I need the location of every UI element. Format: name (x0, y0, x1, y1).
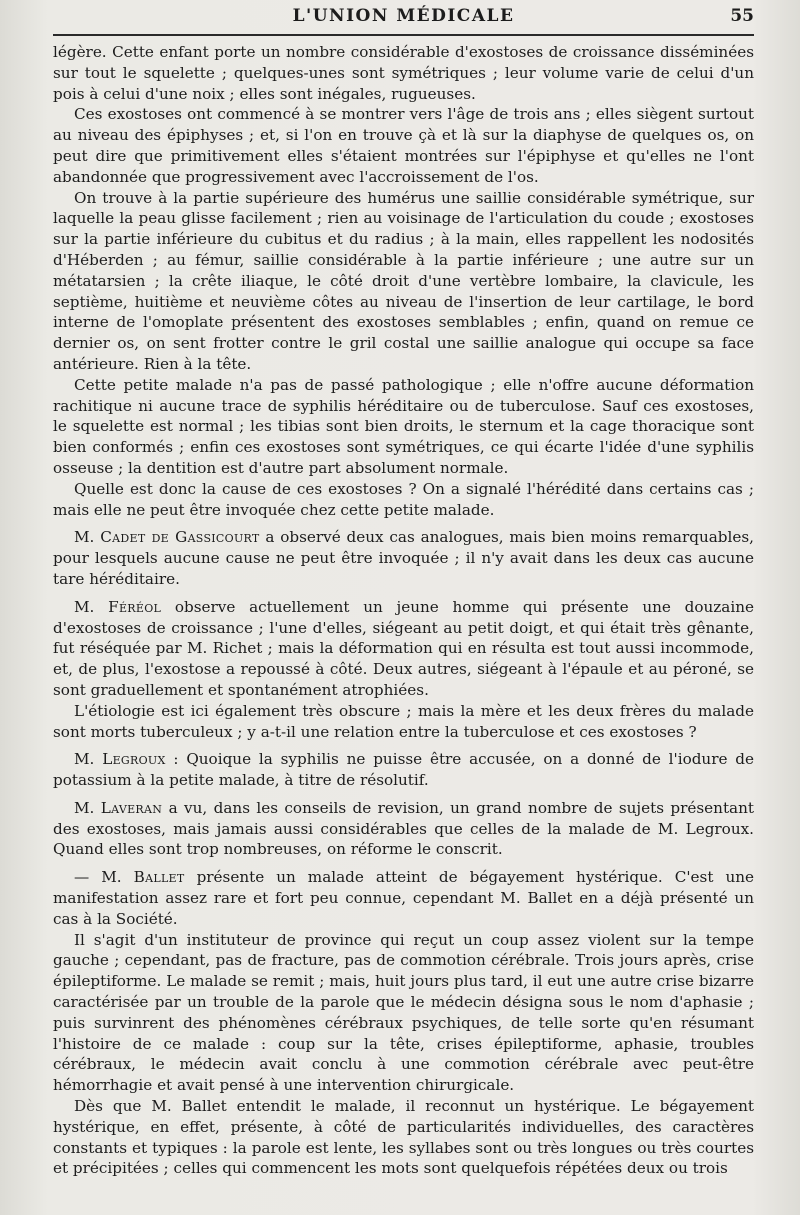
speaker-name: Féréol (108, 597, 162, 616)
page-number: 55 (730, 6, 754, 26)
paragraph-remark (53, 867, 754, 929)
paragraph-remark: M. Cadet de Gassicourt a observé deux cas analogues, mais bien moins remarquables, pour lesquels aucune cause ne peut être invoquée ; il n'y avait dans les deux cas aucune tare héréditaire. (53, 528, 754, 588)
article-body (53, 42, 754, 1179)
paragraph: Ces exostoses ont commencé à se montrer vers l'âge de trois ans ; elles siègent surtout au niveau des épiphyses ; et, si l'on en trouve çà et là sur la diaphyse de quelques os, on peut dire que primitivement elles s'étaient montrées sur l'épiphyse et qu'elles ne l'ont abandonnée que progressivement avec l'accroissement de l'os. (53, 105, 754, 186)
paragraph-remark: M. Legroux : Quoique la syphilis ne puisse être accusée, on a donné de l'iodure de potassium à la petite malade, à titre de résolutif. (53, 750, 754, 790)
paragraph: légère. Cette enfant porte un nombre considérable d'exostoses de croissance disséminées sur tout le squelette ; quelques-unes sont symétriques ; leur volume varie de celui d'un pois à celui d'une noix ; elles sont inégales, rugueuses. (53, 43, 754, 103)
remark-text: présente un malade atteint de bégayement hystérique. C'est une manifestation assez rare et fort peu connue, cependant M. Ballet en a déjà présenté un cas à la Société. (53, 868, 754, 928)
page-header (53, 0, 754, 34)
paragraph: Quelle est donc la cause de ces exostoses ? On a signalé l'hérédité dans certains cas ; mais elle ne peut être invoquée chez cette petite malade. (53, 479, 754, 519)
paragraph-remark: M. Laveran a vu, dans les conseils de revision, un grand nombre de sujets présentant des exostoses, mais jamais aussi considérables que celles de la malade de M. Legroux. Quand elles sont trop nombreuses, on réforme le conscrit. (53, 798, 754, 859)
remark-text: observe actuellement un jeune homme qui présente une douzaine d'exostoses de croissance ; l'une d'elles, siégeant au petit doigt, et qui était très gênante, fut réséquée par M. Richet ; mais la déformation qui en résulta est tout aussi incommode, et, de plus, l'exostose a repoussé à côté. Deux autres, siégeant à l'épaule et au péroné, se sont graduellement et spontanément atrophiées. (53, 597, 754, 699)
speaker-name: Cadet de Gassicourt (100, 528, 260, 547)
paragraph: L'étiologie est ici également très obscure ; mais la mère et les deux frères du malade sont morts tuberculeux ; y a-t-il une relation entre la tuberculose et ces exostoses ? (53, 701, 754, 741)
paragraph: Cette petite malade n'a pas de passé pathologique ; elle n'offre aucune déformation rachitique ni aucune trace de syphilis héréditaire ou de tuberculose. Sauf ces exostoses, le squelette est normal ; les tibias sont bien droits, le sternum et la cage thoracique sont bien conformés ; enfin ces exostoses sont symétriques, ce qui écarte l'idée d'une syphilis osseuse ; la dentition est d'autre part absolument normale. (53, 375, 754, 477)
paragraph: Dès que M. Ballet entendit le malade, il reconnut un hystérique. Le bégayement hystérique, en effet, présente, à côté de particularités individuelles, des caractères constants et typiques : la parole est lente, les syllabes sont ou très longues ou très courtes et précipitées ; celles qui commencent les mots sont quelquefois répétées deux ou trois (53, 1097, 754, 1178)
remark-prefix: — M. (74, 868, 122, 887)
remark-text: a observé deux cas analogues, mais bien moins remarquables, pour lesquels aucune cause ne peut être invoquée ; il n'y avait dans les deux cas aucune tare héréditaire. (53, 528, 754, 588)
running-title: L'UNION MÉDICALE (292, 6, 515, 26)
paragraph: Il s'agit d'un instituteur de province qui reçut un coup assez violent sur la tempe gauche ; cependant, pas de fracture, pas de commotion cérébrale. Trois jours après, crise épileptiforme. Le malade se remit ; mais, huit jours plus tard, il eut une autre crise bizarre caractérisée par un trouble de la parole que le médecin désigna sous le nom d'aphasie ; puis survinrent des phénomènes cérébraux psychiques, de telle sorte qu'en résumant l'histoire de ce malade : coup sur la tête, crises épileptiforme, aphasie, troubles cérébraux, le médecin avait conclu à une commotion cérébrale avec peut-être hémorrhagie et avait pensé à une intervention chirurgicale. (53, 930, 754, 1095)
speaker-name: Laveran (100, 798, 163, 817)
header-rule (53, 34, 754, 36)
paragraph-remark: M. Féréol observe actuellement un jeune homme qui présente une douzaine d'exostoses de croissance ; l'une d'elles, siégeant au petit doigt, et qui était très gênante, fut réséquée par M. Richet ; mais la déformation qui en résulta est tout aussi incommode, et, de plus, l'exostose a repoussé à côté. Deux autres, siégeant à l'épaule et au péroné, se sont graduellement et spontanément atrophiées. (53, 597, 754, 699)
paragraph: On trouve à la partie supérieure des humérus une saillie considérable symétrique, sur laquelle la peau glisse facilement ; rien au voisinage de l'articulation du coude ; exostoses sur la partie inférieure du cubitus et du radius ; à la main, elles rappellent les nodosités d'Héberden ; au fémur, saillie considérable à la partie inférieure ; une autre sur un métatarsien ; la crête iliaque, le côté droit d'une vertèbre lombaire, la clavicule, les septième, huitième et neuvième côtes au niveau de l'insertion de leur cartilage, le bord interne de l'omoplate présentent des exostoses semblables ; enfin, quand on remue ce dernier os, on sent frotter contre le gril costal une saillie analogue qui occupe sa face antérieure. Rien à la tête. (53, 188, 754, 373)
speaker-name: Ballet (133, 868, 185, 887)
speaker-name: Legroux (102, 750, 166, 769)
remark-text: a vu, dans les conseils de revision, un grand nombre de sujets présentant des exostoses, mais jamais aussi considérables que celles de la malade de M. Legroux. Quand elles sont trop nombreuses, on réforme le conscrit. (53, 798, 754, 859)
remark-text: : Quoique la syphilis ne puisse être accusée, on a donné de l'iodure de potassium à la petite malade, à titre de résolutif. (53, 750, 754, 790)
